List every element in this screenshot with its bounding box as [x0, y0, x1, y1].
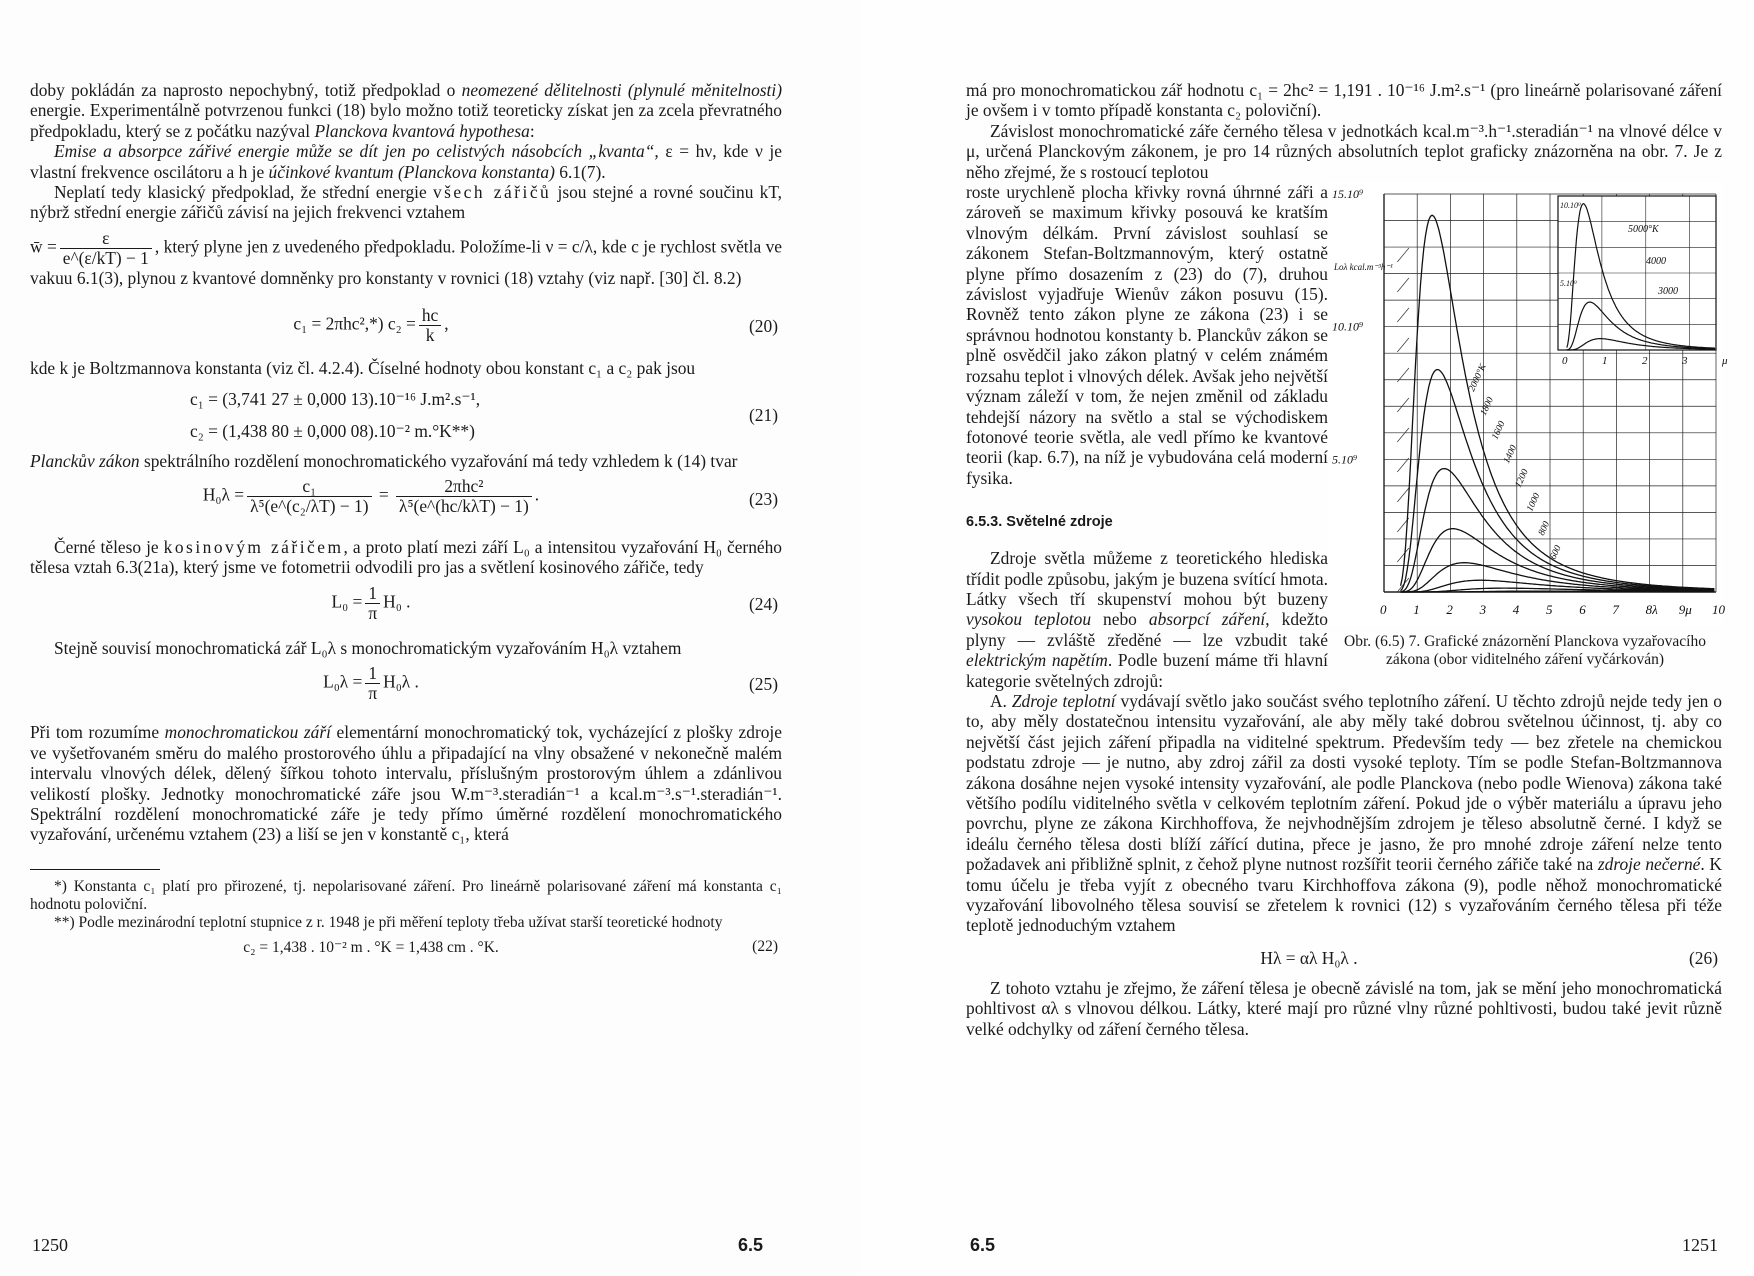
inset-x-tick-label: μ: [1722, 355, 1728, 368]
equation-20: c₁ = 2πhc²,*) c₂ = $\frac{hc}{k}$ , (20): [293, 305, 778, 346]
page-number: 1251: [1682, 1235, 1718, 1255]
paragraph: Z tohoto vztahu je zřejmo, že záření tělesa je obecně závislé na tom, jak se mění jeho monochromatická pohltivost αλ s vlnovou délkou. Látky, které mají pro různé vlny různé pohltivosti, budou také jevit různě velké odchylky od záření černého tělesa.: [966, 977, 1722, 1039]
footnote-rule: [30, 869, 160, 870]
x-tick-label: 0: [1380, 602, 1387, 618]
right-page: [860, 0, 1754, 1276]
section-marker: 6.5: [970, 1235, 996, 1255]
fraction: $\frac{\varepsilon}{e\^{}(\varepsilon/kT) - 1}$: [60, 229, 152, 268]
equation-25: L₀λ = $\frac{1}{\pi}$ H₀λ . (25): [323, 663, 778, 704]
paragraph: Závislost monochromatické záře černého tělesa v jednotkách kcal.m⁻³.h⁻¹.steradián⁻¹ na vlnové délce v μ, určená Planckovým zákonem, je pro 14 různých absolutních teplot graficky znázorněna na obr. 7. Je z něho zřejmé, že s rostoucí teplotou: [966, 120, 1722, 182]
y-tick-label: 15.10⁹: [1332, 187, 1364, 202]
wrapped-text: [966, 182, 1328, 691]
figure-wrap: [966, 182, 1728, 691]
paragraph: Černé těleso je kosinovým zářičem, a proto platí mezi září L₀ a intensitou vyzařování H₀ černého tělesa vztah 6.3(21a), který jsme ve fotometrii odvodili pro jas a světlení kosinového zářiče, tedy: [30, 537, 783, 578]
x-tick-label: 5: [1546, 602, 1553, 618]
left-text-column: [30, 80, 782, 962]
equation-21: c₁ = (3,741 27 ± 0,000 13).10⁻¹⁶ J.m².s⁻¹, c₂ = (1,438 80 ± 0,000 08).10⁻² m.°K**) (21): [190, 388, 778, 441]
footnote-equation-22: c₂ = 1,438 . 10⁻² m . °K = 1,438 cm . °K. (22): [243, 937, 778, 956]
inset-curve-label: 3000: [1658, 286, 1678, 298]
x-tick-label: 7: [1612, 602, 1619, 618]
inset-y-tick-label: 10.10⁹: [1560, 201, 1581, 211]
paragraph: Stejně souvisí monochromatická zář L₀λ s monochromatickým vyzařováním H₀λ vztahem: [54, 637, 682, 658]
x-tick-label: 6: [1579, 602, 1586, 618]
paragraph: doby pokládán za naprosto nepochybný, totiž předpoklad o neomezené dělitelnosti (plynulé měnitelnosti) energie. Experimentálně potvrzenou funkci (18) bylo možno totiž teoreticky získat jen za zcela převratného předpokladu, který se z počátku nazýval Planckova kvantová hypothesa:: [30, 80, 783, 141]
left-page: [0, 0, 860, 1276]
y-axis-label: Loλ kcal.m⁻³h⁻¹: [1334, 262, 1393, 273]
curve-temperature-label: 1400: [1502, 443, 1520, 466]
right-text-column: [966, 80, 1728, 1039]
paragraph: kde k je Boltzmannova konstanta (viz čl. 4.2.4). Číselné hodnoty obou konstant c₁ a c₂ pak jsou: [30, 358, 696, 379]
footnote: **) Podle mezinárodní teplotní stupnice z r. 1948 je při měření teploty třeba užívat starší teoretické hodnoty: [54, 913, 723, 931]
y-tick-label: 5.10⁹: [1332, 452, 1358, 467]
footnote: *) Konstanta c₁ platí pro přirozené, tj. nepolarisované záření. Pro lineárně polarisované záření má konstanta c₁ hodnotu poloviční.: [30, 877, 782, 913]
chart-inset: [1558, 196, 1716, 350]
inset-x-tick-label: 3: [1682, 355, 1688, 368]
x-tick-label: 10: [1712, 602, 1725, 618]
curve-temperature-label: 1600: [1490, 419, 1508, 442]
equation-24: L₀ = $\frac{1}{\pi}$ H₀ . (24): [331, 582, 778, 623]
inset-x-tick-label: 1: [1602, 355, 1608, 368]
curve-temperature-label: 1800: [1478, 395, 1497, 418]
inset-x-tick-label: 0: [1562, 355, 1568, 368]
inset-curve-label: 4000: [1646, 256, 1666, 268]
paragraph: Emise a absorpce zářivé energie může se dít jen po celistvých násobcích „kvanta“, ε = hν, kde ν je vlastní frekvence oscilátoru a h je účinkové kvantum (Planckova konstanta) 6.1(7).: [30, 141, 782, 182]
inset-x-tick-label: 2: [1642, 355, 1648, 368]
paragraph: Planckův zákon spektrálního rozdělení monochromatického vyzařování má tedy vzhledem k (14) tvar: [30, 450, 738, 471]
inset-curve-label: 5000°K: [1628, 224, 1659, 236]
x-tick-label: 4: [1512, 602, 1520, 618]
section-heading: 6.5.3. Světelné zdroje: [966, 514, 1113, 531]
y-tick-label: 10.10⁹: [1332, 319, 1364, 334]
paragraph: roste urychleně plocha křivky rovná úhrnné záři a zároveň se maximum křivky posouvá ke kratším vlnovým délkám. První závislost souhlasí se zákonem Stefan-Boltzmannovým, který ostatně plyne přímo dosazením z (23) do (7), druhou závislost vyjadřuje Wienův zákon posuvu (15). Rovněž tento zákon plyne ze zákona (23) i se správnou hodnotou konstanty b. Planckův zákon se plně osvědčil jako zákon platný v celém známém rozsahu teplot i vlnových délek. Avšak jeho největší význam záleží v tom, že nejen změnil od základu tehdejší názory na světlo a stal se východiskem fotonové teorie světla, ale vedl přímo ke kvantové teorii (kap. 6.7), na níž je vybudována celá moderní fysika.: [966, 182, 1328, 488]
figure-caption: Obr. (6.5) 7. Grafické znázornění Planckova vyzařovacího zákona (obor viditelného záření vyčárkován): [1344, 633, 1706, 669]
paragraph: má pro monochromatickou zář hodnotu c₁ = 2hc² = 1,191 . 10⁻¹⁶ J.m².s⁻¹ (pro lineárně polarisované záření je ovšem i v tomto případě konstanta c₂ poloviční).: [966, 80, 1722, 121]
equation-26: Hλ = αλ H₀λ . (26): [1260, 947, 1718, 968]
inset-y-tick-label: 5.10⁹: [1560, 279, 1577, 289]
curve-temperature-label: 1200: [1513, 467, 1531, 490]
curve-temperature-label: 800: [1537, 520, 1553, 538]
x-tick-label: 9μ: [1678, 602, 1692, 618]
paragraph: Při tom rozumíme monochromatickou září elementární monochromatický tok, vycházející z plošky zdroje ve vyšetřovaném směru do malého prostorového úhlu a připadající na vlny obsažené v nekonečně malém intervalu vlnových délek, dělený šířkou tohoto intervalu, příslušným prostorovým úhlem a zdánlivou velikostí plošky. Jednotky monochromatické záře jsou W.m⁻³.steradián⁻¹ a kcal.m⁻³.s⁻¹.steradián⁻¹. Spektrální rozdělení monochromatické záře je tedy přímo úměrné rozdělení monochromatického vyzařování, určenému vztahem (23) a liší se jen v konstantě c₁, která: [30, 722, 782, 845]
x-tick-label: 1: [1413, 602, 1420, 618]
planck-chart: [1328, 182, 1728, 626]
paragraph: Neplatí tedy klasický předpoklad, že střední energie všech zářičů jsou stejné a rovné součinu kT, nýbrž střední energie zářičů závisí na jejich frekvenci vztahem: [30, 182, 782, 223]
curve-temperature-label: 1000: [1525, 491, 1543, 514]
paragraph: A. Zdroje teplotní vydávají světlo jako součást svého teplotního záření. U těchto zdrojů nejde tedy jen o to, aby měly dostatečnou intensitu vyzařování, ale aby měly také dobrou světelnou účinnost, tj. aby co největší část jejich záření připadla na viditelné spektrum. Především tedy — bez zřetele na chemickou podstatu zdroje — je nutno, aby zdroj zářil za dosti vysoké teploty. Tím se podle Stefan-Boltzmannova zákona dosáhne nejen vysoké intensity vyzařování, ale podle Planckova (nebo podle Wienova) zákona také většího podílu viditelného světla v celkovém teplotním záření. Pokud jde o výběr materiálu a úpravu jeho povrchu, plyne ze zákona Kirchhoffova, že nejvhodnějším zdrojem je těleso absolutně černé. I když se ideálu černého tělesa dosti blíží zářící dutina, přece je jasno, že pro mnohé zdroje záření nelze tento požadavek ani přibližně splnit, z čehož plyne nutnost rozšířit teorii černého zářiče také na zdroje nečerné. K tomu účelu je třeba vyjít z obecného tvaru Kirchhoffova zákona (9), podle něhož monochromatické vyzařování libovolného tělesa souvisí se zřetelem k rovnici (12) s vyzařováním černého tělesa při téže teplotě jednoduchým vztahem: [966, 690, 1722, 936]
equation-23: H₀λ = $\frac{\text{c₁}}{\text{λ⁵(e\textasciicircum{}(c₂/λT) − 1)}}$ = $\frac{\text{2πhc²}}{\text{λ⁵(e\textasciicircum{}(hc/kλT) − 1)}}$ . (23): [202, 476, 778, 517]
curve-temperature-label: 600: [1548, 544, 1564, 562]
section-marker: 6.5: [738, 1235, 764, 1255]
x-tick-label: 2: [1446, 602, 1453, 618]
figure-planck: [1328, 182, 1728, 669]
page-number: 1250: [32, 1235, 68, 1255]
x-tick-label: 3: [1479, 602, 1487, 618]
paragraph: Zdroje světla můžeme z teoretického hlediska třídit podle způsobu, jakým je buzena svítící hmota. Látky všech tří skupenství mohou být buzeny vysokou teplotou nebo absorpcí záření, kdežto plyny — zvláště zředěné — lze vzbudit také elektrickým napětím. Podle buzení máme tři hlavní kategorie světelných zdrojů:: [966, 548, 1329, 691]
x-tick-label: 8λ: [1645, 602, 1658, 618]
curve-temperature-label: 2000°K: [1467, 362, 1489, 394]
paragraph: w̄ = $\frac{\varepsilon}{e\^{}(\varepsilon/kT) - 1}$ , který plyne jen z uvedeného předpokladu. Položíme-li ν = c/λ, kde c je rychlost světla ve vakuu 6.1(3), plynou z kvantové domněnky pro konstanty v rovnici (18) vztahy (viz např. [30] čl. 8.2): [30, 227, 782, 288]
